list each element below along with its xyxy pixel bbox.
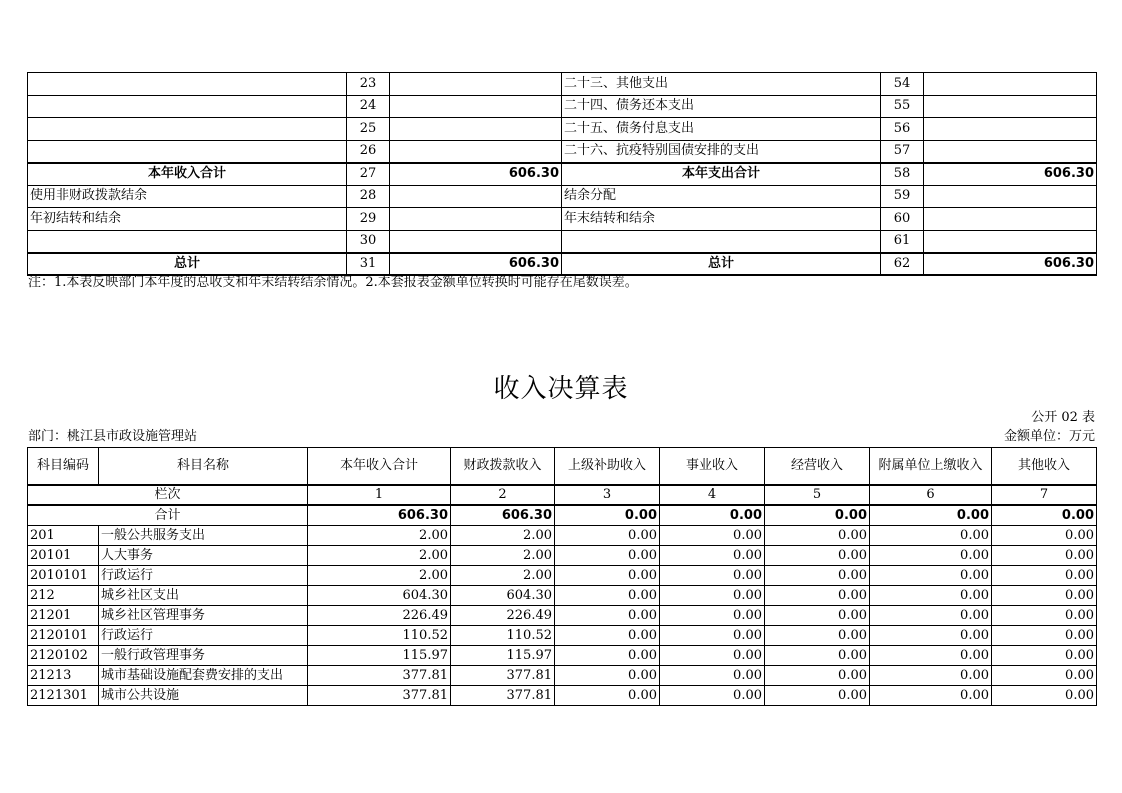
amount-cell: 377.81 xyxy=(451,686,555,706)
amount-cell: 0.00 xyxy=(555,686,660,706)
table-row xyxy=(28,95,1097,118)
amount-cell: 0.00 xyxy=(555,606,660,626)
line-number: 55 xyxy=(881,95,924,118)
total-value: 0.00 xyxy=(555,505,660,526)
index-number: 4 xyxy=(660,485,765,505)
subject-name: 人大事务 xyxy=(99,546,308,566)
unit-label: 金额单位：万元 xyxy=(1003,429,1095,444)
amount-cell: 0.00 xyxy=(870,646,992,666)
header-row xyxy=(28,448,1097,486)
amount-cell: 0.00 xyxy=(660,646,765,666)
income-item-label xyxy=(28,230,347,253)
amount-cell: 0.00 xyxy=(992,626,1097,646)
amount-cell: 0.00 xyxy=(555,546,660,566)
income-table-body xyxy=(28,448,1097,706)
table-note: 注：1.本表反映部门本年度的总收支和年末结转结余情况。2.本套报表金额单位转换时可能存在尾数误差。 xyxy=(28,275,638,290)
subject-name: 一般公共服务支出 xyxy=(99,526,308,546)
amount-cell: 377.81 xyxy=(308,686,451,706)
line-number: 30 xyxy=(347,230,390,253)
header-cell: 科目编码 xyxy=(28,448,99,486)
header-cell: 附属单位上缴收入 xyxy=(870,448,992,486)
income-amount xyxy=(390,208,562,231)
subject-code: 21213 xyxy=(28,666,99,686)
expense-item-label: 二十四、债务还本支出 xyxy=(562,95,881,118)
amount-cell: 0.00 xyxy=(765,646,870,666)
line-number: 27 xyxy=(347,163,390,186)
index-number: 3 xyxy=(555,485,660,505)
subject-name: 一般行政管理事务 xyxy=(99,646,308,666)
expense-amount xyxy=(924,95,1097,118)
line-number: 60 xyxy=(881,208,924,231)
table-row xyxy=(28,566,1097,586)
index-number: 7 xyxy=(992,485,1097,505)
table-row xyxy=(28,666,1097,686)
expense-amount: 606.30 xyxy=(924,163,1097,186)
expense-amount xyxy=(924,185,1097,208)
subject-code: 201 xyxy=(28,526,99,546)
total-value: 0.00 xyxy=(765,505,870,526)
amount-cell: 0.00 xyxy=(992,606,1097,626)
income-amount xyxy=(390,95,562,118)
amount-cell: 2.00 xyxy=(451,526,555,546)
expense-amount xyxy=(924,118,1097,141)
header-cell: 事业收入 xyxy=(660,448,765,486)
income-item-label xyxy=(28,140,347,163)
amount-cell: 0.00 xyxy=(765,526,870,546)
line-number: 23 xyxy=(347,73,390,96)
expense-item-label: 二十六、抗疫特别国债安排的支出 xyxy=(562,140,881,163)
amount-cell: 0.00 xyxy=(555,626,660,646)
line-number: 59 xyxy=(881,185,924,208)
amount-cell: 2.00 xyxy=(451,546,555,566)
income-amount: 606.30 xyxy=(390,253,562,276)
amount-cell: 0.00 xyxy=(765,606,870,626)
line-number: 62 xyxy=(881,253,924,276)
amount-cell: 0.00 xyxy=(870,526,992,546)
header-cell: 本年收入合计 xyxy=(308,448,451,486)
subject-code: 2120102 xyxy=(28,646,99,666)
amount-cell: 377.81 xyxy=(451,666,555,686)
index-number: 2 xyxy=(451,485,555,505)
amount-cell: 0.00 xyxy=(870,566,992,586)
amount-cell: 0.00 xyxy=(555,586,660,606)
table-row xyxy=(28,606,1097,626)
income-amount xyxy=(390,230,562,253)
amount-cell: 226.49 xyxy=(451,606,555,626)
amount-cell: 2.00 xyxy=(308,526,451,546)
amount-cell: 115.97 xyxy=(451,646,555,666)
subject-name: 城市基础设施配套费安排的支出 xyxy=(99,666,308,686)
amount-cell: 0.00 xyxy=(870,626,992,646)
income-amount xyxy=(390,185,562,208)
subject-code: 2121301 xyxy=(28,686,99,706)
amount-cell: 0.00 xyxy=(765,546,870,566)
table-row xyxy=(28,230,1097,253)
amount-cell: 0.00 xyxy=(870,586,992,606)
header-cell: 财政拨款收入 xyxy=(451,448,555,486)
amount-cell: 0.00 xyxy=(992,526,1097,546)
income-item-label: 年初结转和结余 xyxy=(28,208,347,231)
amount-cell: 0.00 xyxy=(870,606,992,626)
amount-cell: 377.81 xyxy=(308,666,451,686)
amount-cell: 110.52 xyxy=(308,626,451,646)
department-label: 部门：桃江县市政设施管理站 xyxy=(28,429,198,444)
amount-cell: 604.30 xyxy=(451,586,555,606)
amount-cell: 0.00 xyxy=(765,686,870,706)
total-row xyxy=(28,505,1097,526)
header-cell: 其他收入 xyxy=(992,448,1097,486)
line-number: 28 xyxy=(347,185,390,208)
amount-cell: 0.00 xyxy=(660,546,765,566)
expense-item-label: 结余分配 xyxy=(562,185,881,208)
amount-cell: 0.00 xyxy=(992,646,1097,666)
income-statement-table xyxy=(27,447,1097,706)
line-number: 54 xyxy=(881,73,924,96)
total-value: 0.00 xyxy=(992,505,1097,526)
amount-cell: 0.00 xyxy=(660,566,765,586)
amount-cell: 0.00 xyxy=(870,686,992,706)
amount-cell: 2.00 xyxy=(308,566,451,586)
amount-cell: 0.00 xyxy=(870,546,992,566)
income-amount xyxy=(390,118,562,141)
amount-cell: 0.00 xyxy=(555,566,660,586)
amount-cell: 0.00 xyxy=(992,586,1097,606)
header-cell: 上级补助收入 xyxy=(555,448,660,486)
line-number: 58 xyxy=(881,163,924,186)
amount-cell: 115.97 xyxy=(308,646,451,666)
line-number: 24 xyxy=(347,95,390,118)
revenue-expenditure-summary-table xyxy=(27,72,1097,276)
expense-item-label: 总计 xyxy=(562,253,881,276)
summary-table-body xyxy=(28,73,1097,276)
subject-code: 2010101 xyxy=(28,566,99,586)
subject-code: 20101 xyxy=(28,546,99,566)
subject-code: 2120101 xyxy=(28,626,99,646)
income-amount xyxy=(390,140,562,163)
amount-cell: 0.00 xyxy=(765,626,870,646)
line-number: 26 xyxy=(347,140,390,163)
line-number: 61 xyxy=(881,230,924,253)
expense-item-label: 年末结转和结余 xyxy=(562,208,881,231)
amount-cell: 0.00 xyxy=(660,606,765,626)
table-row xyxy=(28,140,1097,163)
index-number: 5 xyxy=(765,485,870,505)
subject-name: 行政运行 xyxy=(99,626,308,646)
amount-cell: 0.00 xyxy=(765,666,870,686)
table-row xyxy=(28,253,1097,276)
amount-cell: 2.00 xyxy=(308,546,451,566)
table-row xyxy=(28,686,1097,706)
amount-cell: 0.00 xyxy=(660,686,765,706)
amount-cell: 0.00 xyxy=(660,626,765,646)
index-number: 1 xyxy=(308,485,451,505)
amount-cell: 0.00 xyxy=(555,526,660,546)
line-number: 31 xyxy=(347,253,390,276)
table-row xyxy=(28,208,1097,231)
line-number: 25 xyxy=(347,118,390,141)
amount-cell: 0.00 xyxy=(992,686,1097,706)
income-item-label xyxy=(28,73,347,96)
form-code: 公开 02 表 xyxy=(1031,410,1095,425)
amount-cell: 0.00 xyxy=(660,526,765,546)
amount-cell: 2.00 xyxy=(451,566,555,586)
total-value: 606.30 xyxy=(451,505,555,526)
subject-code: 212 xyxy=(28,586,99,606)
table-row xyxy=(28,118,1097,141)
total-value: 0.00 xyxy=(870,505,992,526)
amount-cell: 0.00 xyxy=(765,566,870,586)
amount-cell: 0.00 xyxy=(660,586,765,606)
income-item-label xyxy=(28,95,347,118)
table-row xyxy=(28,626,1097,646)
amount-cell: 0.00 xyxy=(765,586,870,606)
table-row xyxy=(28,185,1097,208)
expense-item-label: 二十三、其他支出 xyxy=(562,73,881,96)
line-number: 29 xyxy=(347,208,390,231)
income-amount: 606.30 xyxy=(390,163,562,186)
table-row xyxy=(28,546,1097,566)
table-row xyxy=(28,586,1097,606)
income-item-label: 使用非财政拨款结余 xyxy=(28,185,347,208)
subject-name: 城乡社区管理事务 xyxy=(99,606,308,626)
table-row xyxy=(28,646,1097,666)
amount-cell: 226.49 xyxy=(308,606,451,626)
expense-amount xyxy=(924,73,1097,96)
subject-name: 城市公共设施 xyxy=(99,686,308,706)
expense-amount xyxy=(924,230,1097,253)
amount-cell: 604.30 xyxy=(308,586,451,606)
total-value: 0.00 xyxy=(660,505,765,526)
amount-cell: 0.00 xyxy=(870,666,992,686)
index-number: 6 xyxy=(870,485,992,505)
total-label: 合计 xyxy=(28,505,308,526)
header-cell: 经营收入 xyxy=(765,448,870,486)
expense-item-label: 本年支出合计 xyxy=(562,163,881,186)
amount-cell: 110.52 xyxy=(451,626,555,646)
income-item-label: 本年收入合计 xyxy=(28,163,347,186)
table-row xyxy=(28,163,1097,186)
page-title: 收入决算表 xyxy=(493,374,629,404)
amount-cell: 0.00 xyxy=(992,546,1097,566)
income-amount xyxy=(390,73,562,96)
table-row xyxy=(28,526,1097,546)
amount-cell: 0.00 xyxy=(660,666,765,686)
table-row xyxy=(28,73,1097,96)
amount-cell: 0.00 xyxy=(992,666,1097,686)
subject-name: 城乡社区支出 xyxy=(99,586,308,606)
subject-name: 行政运行 xyxy=(99,566,308,586)
expense-amount: 606.30 xyxy=(924,253,1097,276)
income-item-label xyxy=(28,118,347,141)
expense-amount xyxy=(924,140,1097,163)
expense-item-label: 二十五、债务付息支出 xyxy=(562,118,881,141)
amount-cell: 0.00 xyxy=(555,666,660,686)
income-item-label: 总计 xyxy=(28,253,347,276)
line-number: 57 xyxy=(881,140,924,163)
amount-cell: 0.00 xyxy=(555,646,660,666)
expense-amount xyxy=(924,208,1097,231)
expense-item-label xyxy=(562,230,881,253)
column-index-row xyxy=(28,485,1097,505)
amount-cell: 0.00 xyxy=(992,566,1097,586)
line-number: 56 xyxy=(881,118,924,141)
total-value: 606.30 xyxy=(308,505,451,526)
header-cell: 科目名称 xyxy=(99,448,308,486)
subject-code: 21201 xyxy=(28,606,99,626)
index-label: 栏次 xyxy=(28,485,308,505)
